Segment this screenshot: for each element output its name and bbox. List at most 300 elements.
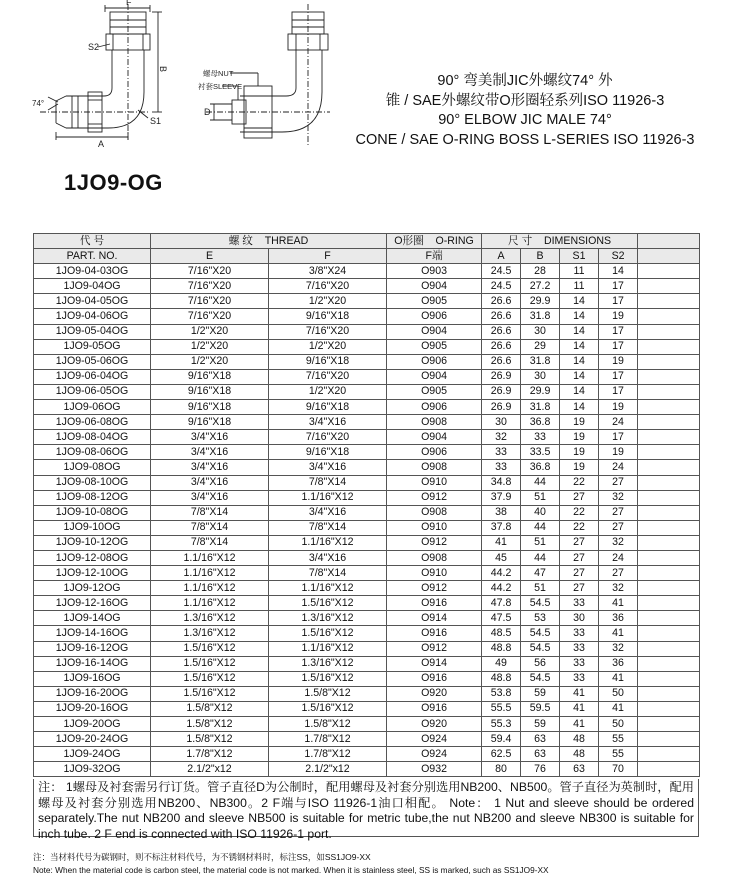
table-row <box>34 400 700 415</box>
dim-s2-cell: 27 <box>599 505 638 520</box>
drawing-right-labels <box>198 68 242 117</box>
dim-s2-cell: 32 <box>599 535 638 550</box>
dim-s1-cell: 27 <box>560 550 599 565</box>
title-line-1: 90° 弯美制JIC外螺纹74° 外 <box>437 73 613 89</box>
part-no-cell: 1JO9-10-12OG <box>34 535 151 550</box>
thread-f-cell: 2.1/2"x12 <box>269 762 387 777</box>
dim-s1-cell: 14 <box>560 369 599 384</box>
dim-s1-cell: 63 <box>560 762 599 777</box>
oring-cell: O916 <box>387 671 482 686</box>
thread-f-cell: 1.1/16"X12 <box>269 490 387 505</box>
thread-f-cell: 1/2"X20 <box>269 384 387 399</box>
thread-f-cell: 1.3/16"X12 <box>269 611 387 626</box>
dim-a-cell: 24.5 <box>482 264 521 279</box>
dim-a-cell: 26.6 <box>482 309 521 324</box>
part-no-cell: 1JO9-06-05OG <box>34 384 151 399</box>
thread-f-cell: 1.7/8"X12 <box>269 747 387 762</box>
oring-cell: O916 <box>387 701 482 716</box>
part-no-cell: 1JO9-16-14OG <box>34 656 151 671</box>
table-row <box>34 309 700 324</box>
header-f-end: F端 <box>387 249 482 264</box>
thread-e-cell: 1/2"X20 <box>151 354 269 369</box>
dim-label-s2: S2 <box>88 42 100 52</box>
table-row <box>34 324 700 339</box>
dim-b-cell: 31.8 <box>521 309 560 324</box>
dim-s2-cell: 19 <box>599 400 638 415</box>
table-row <box>34 686 700 701</box>
thread-e-cell: 1.5/16"X12 <box>151 671 269 686</box>
dim-b-cell: 33 <box>521 430 560 445</box>
thread-e-cell: 1.5/16"X12 <box>151 686 269 701</box>
thread-e-cell: 1.3/16"X12 <box>151 611 269 626</box>
oring-cell: O904 <box>387 369 482 384</box>
part-no-cell: 1JO9-10-08OG <box>34 505 151 520</box>
table-row <box>34 701 700 716</box>
thread-e-cell: 1.5/16"X12 <box>151 656 269 671</box>
thread-f-cell: 1.5/16"X12 <box>269 701 387 716</box>
thread-e-cell: 3/4"X16 <box>151 445 269 460</box>
thread-e-cell: 9/16"X18 <box>151 415 269 430</box>
part-no-cell: 1JO9-20-16OG <box>34 701 151 716</box>
dim-s1-cell: 19 <box>560 415 599 430</box>
part-no-cell: 1JO9-05-06OG <box>34 354 151 369</box>
dim-a-cell: 37.9 <box>482 490 521 505</box>
thread-e-cell: 3/4"X16 <box>151 475 269 490</box>
dim-s2-cell: 55 <box>599 747 638 762</box>
oring-cell: O914 <box>387 611 482 626</box>
dim-s2-cell: 17 <box>599 430 638 445</box>
thread-e-cell: 7/16"X20 <box>151 264 269 279</box>
dim-b-cell: 36.8 <box>521 415 560 430</box>
dim-a-cell: 55.5 <box>482 701 521 716</box>
dim-a-cell: 55.3 <box>482 717 521 732</box>
dim-label-d: D <box>204 107 211 117</box>
dim-s1-cell: 33 <box>560 641 599 656</box>
header-part-no: PART. NO. <box>34 249 151 264</box>
dim-s2-cell: 27 <box>599 520 638 535</box>
oring-cell: O914 <box>387 656 482 671</box>
dim-b-cell: 59.5 <box>521 701 560 716</box>
table-row <box>34 475 700 490</box>
oring-cell: O908 <box>387 415 482 430</box>
thread-f-cell: 9/16"X18 <box>269 445 387 460</box>
table-row <box>34 641 700 656</box>
dim-b-cell: 54.5 <box>521 626 560 641</box>
dim-s1-cell: 33 <box>560 626 599 641</box>
table-row <box>34 415 700 430</box>
dim-b-cell: 44 <box>521 550 560 565</box>
thread-e-cell: 1.5/8"X12 <box>151 717 269 732</box>
thread-e-cell: 1/2"X20 <box>151 339 269 354</box>
dim-a-cell: 48.8 <box>482 641 521 656</box>
oring-cell: O910 <box>387 566 482 581</box>
thread-f-cell: 3/4"X16 <box>269 550 387 565</box>
dim-b-cell: 31.8 <box>521 400 560 415</box>
dim-a-cell: 41 <box>482 535 521 550</box>
footer-note-cn: 注：当材料代号为碳钢时，则不标注材料代号，为不锈钢材料时，标注SS，如SS1JO9-XX <box>33 852 371 862</box>
dim-a-cell: 24.5 <box>482 279 521 294</box>
dim-s1-cell: 22 <box>560 520 599 535</box>
dim-a-cell: 26.9 <box>482 384 521 399</box>
dim-b-cell: 29 <box>521 339 560 354</box>
thread-e-cell: 9/16"X18 <box>151 384 269 399</box>
part-no-cell: 1JO9-05-04OG <box>34 324 151 339</box>
dim-s2-cell: 70 <box>599 762 638 777</box>
dim-b-cell: 31.8 <box>521 354 560 369</box>
dim-b-cell: 30 <box>521 369 560 384</box>
dim-b-cell: 63 <box>521 732 560 747</box>
title-line-4: CONE / SAE O-RING BOSS L-SERIES ISO 11926-3 <box>355 131 695 148</box>
dim-s1-cell: 27 <box>560 581 599 596</box>
thread-f-cell: 1.5/16"X12 <box>269 596 387 611</box>
dim-b-cell: 53 <box>521 611 560 626</box>
dim-a-cell: 53.8 <box>482 686 521 701</box>
dim-s2-cell: 55 <box>599 732 638 747</box>
dim-s1-cell: 27 <box>560 535 599 550</box>
dim-b-cell: 54.5 <box>521 641 560 656</box>
dim-s2-cell: 41 <box>599 671 638 686</box>
dim-a-cell: 33 <box>482 445 521 460</box>
thread-e-cell: 1.3/16"X12 <box>151 626 269 641</box>
thread-e-cell: 1.1/16"X12 <box>151 566 269 581</box>
dim-b-cell: 27.2 <box>521 279 560 294</box>
dim-a-cell: 26.9 <box>482 400 521 415</box>
dim-b-cell: 30 <box>521 324 560 339</box>
angle-label: 74° <box>32 99 45 108</box>
dim-a-cell: 30 <box>482 415 521 430</box>
dim-s2-cell: 17 <box>599 324 638 339</box>
table-row <box>34 671 700 686</box>
dim-s2-cell: 19 <box>599 354 638 369</box>
table-row <box>34 732 700 747</box>
thread-e-cell: 3/4"X16 <box>151 490 269 505</box>
thread-f-cell: 3/4"X16 <box>269 460 387 475</box>
dim-a-cell: 48.5 <box>482 626 521 641</box>
title-line-2: 锥 / SAE外螺纹带O形圈轻系列ISO 11926-3 <box>385 92 665 109</box>
dim-s1-cell: 33 <box>560 671 599 686</box>
header-code-cn: 代 号 <box>34 234 151 249</box>
oring-cell: O920 <box>387 686 482 701</box>
thread-e-cell: 1/2"X20 <box>151 324 269 339</box>
thread-f-cell: 7/16"X20 <box>269 430 387 445</box>
dim-s1-cell: 14 <box>560 294 599 309</box>
oring-cell: O904 <box>387 279 482 294</box>
dim-b-cell: 44 <box>521 475 560 490</box>
header-b: B <box>521 249 560 264</box>
header-s2: S2 <box>599 249 638 264</box>
oring-cell: O906 <box>387 309 482 324</box>
dim-s2-cell: 19 <box>599 445 638 460</box>
dim-b-cell: 59 <box>521 686 560 701</box>
drawing-left-labels <box>32 0 168 149</box>
dim-s1-cell: 14 <box>560 309 599 324</box>
dim-s1-cell: 41 <box>560 686 599 701</box>
part-no-cell: 1JO9-16OG <box>34 671 151 686</box>
table-row <box>34 505 700 520</box>
spec-table <box>33 233 700 777</box>
thread-f-cell: 3/8"X24 <box>269 264 387 279</box>
dim-a-cell: 44.2 <box>482 566 521 581</box>
thread-e-cell: 1.5/8"X12 <box>151 732 269 747</box>
dim-a-cell: 49 <box>482 656 521 671</box>
dim-s1-cell: 14 <box>560 354 599 369</box>
oring-cell: O908 <box>387 550 482 565</box>
thread-e-cell: 1.7/8"X12 <box>151 747 269 762</box>
header-a: A <box>482 249 521 264</box>
dim-s1-cell: 33 <box>560 656 599 671</box>
thread-e-cell: 7/8"X14 <box>151 535 269 550</box>
dim-s2-cell: 41 <box>599 701 638 716</box>
dim-b-cell: 59 <box>521 717 560 732</box>
oring-cell: O905 <box>387 294 482 309</box>
table-row <box>34 611 700 626</box>
dim-b-cell: 54.5 <box>521 671 560 686</box>
dim-s1-cell: 48 <box>560 747 599 762</box>
part-no-cell: 1JO9-20OG <box>34 717 151 732</box>
dim-s2-cell: 32 <box>599 641 638 656</box>
dim-label-f: F <box>126 0 132 7</box>
dim-b-cell: 40 <box>521 505 560 520</box>
dim-s2-cell: 24 <box>599 415 638 430</box>
part-no-cell: 1JO9-32OG <box>34 762 151 777</box>
thread-f-cell: 1.1/16"X12 <box>269 535 387 550</box>
table-row <box>34 339 700 354</box>
dim-s2-cell: 36 <box>599 611 638 626</box>
thread-f-cell: 1.1/16"X12 <box>269 641 387 656</box>
dim-s1-cell: 27 <box>560 490 599 505</box>
dim-a-cell: 38 <box>482 505 521 520</box>
dim-s2-cell: 19 <box>599 309 638 324</box>
part-no-cell: 1JO9-04-06OG <box>34 309 151 324</box>
header-thread: 螺 纹 THREAD <box>151 234 387 249</box>
part-no-cell: 1JO9-20-24OG <box>34 732 151 747</box>
table-row <box>34 490 700 505</box>
dim-s1-cell: 19 <box>560 460 599 475</box>
dim-a-cell: 62.5 <box>482 747 521 762</box>
thread-e-cell: 2.1/2"x12 <box>151 762 269 777</box>
thread-f-cell: 1.3/16"X12 <box>269 656 387 671</box>
dim-s1-cell: 27 <box>560 566 599 581</box>
dim-a-cell: 47.8 <box>482 596 521 611</box>
dim-a-cell: 26.9 <box>482 369 521 384</box>
thread-f-cell: 1.5/16"X12 <box>269 626 387 641</box>
oring-cell: O912 <box>387 490 482 505</box>
table-row <box>34 369 700 384</box>
header-s1: S1 <box>560 249 599 264</box>
header-e: E <box>151 249 269 264</box>
part-no-cell: 1JO9-14-16OG <box>34 626 151 641</box>
oring-cell: O912 <box>387 535 482 550</box>
oring-cell: O906 <box>387 445 482 460</box>
oring-cell: O932 <box>387 762 482 777</box>
dim-s2-cell: 27 <box>599 475 638 490</box>
thread-f-cell: 1.1/16"X12 <box>269 581 387 596</box>
dim-s1-cell: 14 <box>560 339 599 354</box>
thread-e-cell: 7/8"X14 <box>151 505 269 520</box>
part-no-cell: 1JO9-12-08OG <box>34 550 151 565</box>
table-row <box>34 445 700 460</box>
thread-f-cell: 1.7/8"X12 <box>269 732 387 747</box>
part-no-cell: 1JO9-06OG <box>34 400 151 415</box>
oring-cell: O904 <box>387 324 482 339</box>
part-no-cell: 1JO9-06-08OG <box>34 415 151 430</box>
thread-e-cell: 1.5/8"X12 <box>151 701 269 716</box>
dim-label-a: A <box>98 139 105 149</box>
sleeve-label: 衬套SLEEVE <box>198 82 243 91</box>
dim-s2-cell: 50 <box>599 686 638 701</box>
dim-s1-cell: 11 <box>560 279 599 294</box>
table-row <box>34 626 700 641</box>
table-row <box>34 747 700 762</box>
part-no-cell: 1JO9-12OG <box>34 581 151 596</box>
header-f: F <box>269 249 387 264</box>
dim-s1-cell: 48 <box>560 732 599 747</box>
thread-f-cell: 7/16"X20 <box>269 369 387 384</box>
title-line-3: 90° ELBOW JIC MALE 74° <box>438 112 612 128</box>
dim-a-cell: 59.4 <box>482 732 521 747</box>
product-title <box>310 72 740 150</box>
oring-cell: O908 <box>387 460 482 475</box>
thread-f-cell: 7/16"X20 <box>269 279 387 294</box>
thread-f-cell: 1/2"X20 <box>269 339 387 354</box>
dim-s2-cell: 36 <box>599 656 638 671</box>
dim-a-cell: 80 <box>482 762 521 777</box>
oring-cell: O906 <box>387 354 482 369</box>
dim-b-cell: 63 <box>521 747 560 762</box>
dim-a-cell: 45 <box>482 550 521 565</box>
thread-f-cell: 7/16"X20 <box>269 324 387 339</box>
dim-s1-cell: 19 <box>560 445 599 460</box>
oring-cell: O906 <box>387 400 482 415</box>
oring-cell: O924 <box>387 732 482 747</box>
thread-e-cell: 1.1/16"X12 <box>151 550 269 565</box>
dim-s2-cell: 32 <box>599 490 638 505</box>
dim-b-cell: 36.8 <box>521 460 560 475</box>
thread-e-cell: 3/4"X16 <box>151 430 269 445</box>
dim-b-cell: 51 <box>521 490 560 505</box>
part-no-cell: 1JO9-08-04OG <box>34 430 151 445</box>
elbow-fitting-drawings <box>0 0 330 150</box>
table-row <box>34 384 700 399</box>
oring-cell: O904 <box>387 430 482 445</box>
dim-label-s1: S1 <box>150 116 162 126</box>
oring-cell: O908 <box>387 505 482 520</box>
notes-box: 注： 1螺母及衬套需另行订货。管子直径D为公制时，配用螺母及衬套分别选用NB200、NB500。管子直径为英制时，配用螺母及衬套分别选用NB200、NB300。2 F端与ISO 11926-1油口相配。 Note： 1 Nut and sleeve should be ordered separately.The nut NB200 and sleeve NB500 is suitable for metric tube,the nut NB200 and sleeve NB300 is suitable for inch tube. 2 F end is connected with ISO 11926-1 port. <box>33 779 699 837</box>
oring-cell: O905 <box>387 339 482 354</box>
table-row <box>34 550 700 565</box>
dim-b-cell: 56 <box>521 656 560 671</box>
dim-b-cell: 54.5 <box>521 596 560 611</box>
thread-e-cell: 7/16"X20 <box>151 294 269 309</box>
dim-a-cell: 48.8 <box>482 671 521 686</box>
dim-s2-cell: 41 <box>599 596 638 611</box>
table-row <box>34 460 700 475</box>
dim-a-cell: 47.5 <box>482 611 521 626</box>
dim-s1-cell: 22 <box>560 505 599 520</box>
part-no-cell: 1JO9-04OG <box>34 279 151 294</box>
part-no-cell: 1JO9-05OG <box>34 339 151 354</box>
table-header-row-1 <box>34 234 700 249</box>
oring-cell: O903 <box>387 264 482 279</box>
oring-cell: O924 <box>387 747 482 762</box>
table-row <box>34 566 700 581</box>
part-no-cell: 1JO9-04-03OG <box>34 264 151 279</box>
dim-s2-cell: 17 <box>599 339 638 354</box>
thread-f-cell: 3/4"X16 <box>269 505 387 520</box>
dim-a-cell: 33 <box>482 460 521 475</box>
thread-f-cell: 9/16"X18 <box>269 400 387 415</box>
oring-cell: O910 <box>387 475 482 490</box>
dim-a-cell: 26.6 <box>482 294 521 309</box>
dim-s2-cell: 32 <box>599 581 638 596</box>
table-row <box>34 294 700 309</box>
dim-s1-cell: 41 <box>560 717 599 732</box>
dim-s2-cell: 24 <box>599 550 638 565</box>
table-row <box>34 596 700 611</box>
header-oring: O形圈 O-RING <box>387 234 482 249</box>
table-row <box>34 279 700 294</box>
part-no-cell: 1JO9-24OG <box>34 747 151 762</box>
table-row <box>34 430 700 445</box>
part-code: 1JO9-OG <box>64 170 163 195</box>
dim-s1-cell: 14 <box>560 400 599 415</box>
dim-a-cell: 34.8 <box>482 475 521 490</box>
dim-s2-cell: 24 <box>599 460 638 475</box>
thread-e-cell: 1.1/16"X12 <box>151 596 269 611</box>
thread-e-cell: 7/16"X20 <box>151 309 269 324</box>
oring-cell: O916 <box>387 596 482 611</box>
table-row <box>34 264 700 279</box>
dim-a-cell: 32 <box>482 430 521 445</box>
thread-f-cell: 1.5/8"X12 <box>269 717 387 732</box>
thread-f-cell: 7/8"X14 <box>269 566 387 581</box>
part-no-cell: 1JO9-08-12OG <box>34 490 151 505</box>
dim-s2-cell: 17 <box>599 279 638 294</box>
part-no-cell: 1JO9-14OG <box>34 611 151 626</box>
dim-s1-cell: 22 <box>560 475 599 490</box>
dim-s1-cell: 14 <box>560 324 599 339</box>
oring-cell: O905 <box>387 384 482 399</box>
thread-f-cell: 7/8"X14 <box>269 475 387 490</box>
table-header-row-2 <box>34 249 700 264</box>
part-no-cell: 1JO9-10OG <box>34 520 151 535</box>
part-no-cell: 1JO9-04-05OG <box>34 294 151 309</box>
dim-b-cell: 29.9 <box>521 294 560 309</box>
oring-cell: O920 <box>387 717 482 732</box>
oring-cell: O912 <box>387 581 482 596</box>
part-no-cell: 1JO9-16-20OG <box>34 686 151 701</box>
thread-f-cell: 1/2"X20 <box>269 294 387 309</box>
dim-b-cell: 51 <box>521 581 560 596</box>
dim-s1-cell: 11 <box>560 264 599 279</box>
nut-label: 螺母NUT <box>203 69 234 78</box>
dim-s1-cell: 33 <box>560 596 599 611</box>
thread-e-cell: 9/16"X18 <box>151 369 269 384</box>
dim-s1-cell: 30 <box>560 611 599 626</box>
thread-e-cell: 9/16"X18 <box>151 400 269 415</box>
oring-cell: O910 <box>387 520 482 535</box>
part-no-cell: 1JO9-08-06OG <box>34 445 151 460</box>
drawing-left <box>40 4 162 140</box>
dim-b-cell: 44 <box>521 520 560 535</box>
table-row <box>34 354 700 369</box>
thread-f-cell: 7/8"X14 <box>269 520 387 535</box>
thread-e-cell: 7/8"X14 <box>151 520 269 535</box>
oring-cell: O916 <box>387 626 482 641</box>
dim-a-cell: 37.8 <box>482 520 521 535</box>
thread-f-cell: 3/4"X16 <box>269 415 387 430</box>
dim-s1-cell: 41 <box>560 701 599 716</box>
